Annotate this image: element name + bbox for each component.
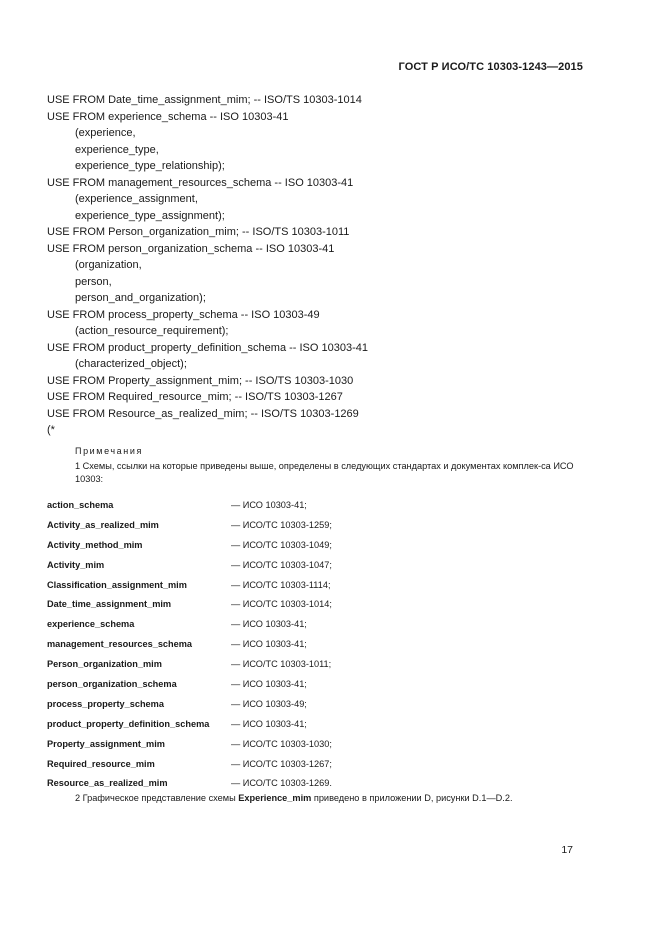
code-line: USE FROM person_organization_schema -- ISO 10303-41 [47,242,335,255]
note-2-text-start: 2 Графическое представление схемы [75,793,239,803]
definition-row [47,734,332,754]
definition-standard-ref: — ИСО/ТС 10303-1014; [231,599,332,610]
note-1-text: 1 Схемы, ссылки на которые приведены выше, определены в следующих стандартах и документах комплек-са ИСО 10303: [75,461,574,484]
definition-schema-name: Activity_as_realized_mim [47,519,159,530]
definition-standard-ref: — ИСО 10303-41; [231,619,307,630]
definition-row [47,654,332,674]
definition-schema-name: Resource_as_realized_mim [47,778,168,789]
definition-row [47,555,332,575]
definition-standard-ref: — ИСО 10303-49; [231,698,307,709]
definition-schema-name: Person_organization_mim [47,659,162,670]
definition-schema-name: experience_schema [47,619,135,630]
definition-standard-ref: — ИСО/ТС 10303-1011; [231,659,332,670]
code-line: experience_type_assignment); [75,209,225,222]
definition-schema-name: Classification_assignment_mim [47,579,187,590]
definition-row [47,495,332,515]
code-line: (characterized_object); [75,358,187,370]
definition-schema-name: Activity_method_mim [47,539,143,550]
code-line: USE FROM Required_resource_mim; -- ISO/TS 10303-1267 [47,391,343,403]
definition-row [47,535,332,555]
definition-row [47,575,332,595]
code-line: (experience_assignment, [75,193,198,205]
definition-schema-name: process_property_schema [47,698,164,709]
definition-standard-ref: — ИСО/ТС 10303-1114; [231,579,331,590]
definition-row [47,714,332,734]
definition-standard-ref: — ИСО/ТС 10303-1267; [231,758,332,769]
definition-schema-name: Activity_mim [47,559,105,570]
definition-row [47,594,332,614]
code-line: USE FROM management_resources_schema -- ISO 10303-41 [47,176,354,189]
definition-row [47,674,332,694]
note-1 [47,460,592,486]
express-code-block [47,92,368,439]
notes-title: Примечания [75,446,143,456]
definition-standard-ref: — ИСО/ТС 10303-1259; [231,519,332,530]
definition-row [47,614,332,634]
definition-standard-ref: — ИСО/ТС 10303-1269. [231,778,332,789]
definition-row [47,634,332,654]
definition-row [47,694,332,714]
definition-schema-name: product_property_definition_schema [47,718,210,729]
note-2-schema-name: Experience_mim [238,793,312,803]
definition-row [47,754,332,774]
code-line: (organization, [75,259,142,271]
definition-row [47,773,332,793]
code-line: USE FROM product_property_definition_schema -- ISO 10303-41 [47,341,368,354]
definition-schema-name: action_schema [47,499,114,510]
code-line: (experience, [75,127,136,139]
code-line: USE FROM Date_time_assignment_mim; -- ISO/TS 10303-1014 [47,94,362,106]
note-2-text-end: приведено в приложении D, рисунки D.1—D.2. [311,793,513,803]
definition-schema-name: Property_assignment_mim [47,738,165,749]
code-line: USE FROM Resource_as_realized_mim; -- ISO/TS 10303-1269 [47,407,359,420]
code-line: USE FROM experience_schema -- ISO 10303-41 [47,110,289,123]
definition-standard-ref: — ИСО/ТС 10303-1030; [231,738,332,749]
document-header: ГОСТ Р ИСО/ТС 10303-1243—2015 [398,61,583,73]
definition-schema-name: Required_resource_mim [47,758,155,769]
definition-schema-name: person_organization_schema [47,678,177,689]
code-line: USE FROM process_property_schema -- ISO 10303-49 [47,308,320,321]
definition-standard-ref: — ИСО/ТС 10303-1049; [231,539,332,550]
code-line: (* [47,424,55,436]
definition-standard-ref: — ИСО 10303-41; [231,499,307,510]
code-line: USE FROM Person_organization_mim; -- ISO/TS 10303-1011 [47,226,350,238]
definition-standard-ref: — ИСО 10303-41; [231,678,307,689]
definition-standard-ref: — ИСО 10303-41; [231,718,307,729]
code-line: person, [75,275,112,288]
code-line: USE FROM Property_assignment_mim; -- ISO/TS 10303-1030 [47,374,354,387]
code-line: experience_type, [75,143,159,156]
schema-definitions-list [47,495,332,793]
note-2 [75,793,513,803]
code-line: experience_type_relationship); [75,160,225,172]
definition-row [47,515,332,535]
definition-standard-ref: — ИСО/ТС 10303-1047; [231,559,332,570]
code-line: person_and_organization); [75,292,206,304]
definition-standard-ref: — ИСО 10303-41; [231,639,307,650]
definition-schema-name: Date_time_assignment_mim [47,599,172,610]
code-line: (action_resource_requirement); [75,325,229,337]
page-number: 17 [561,844,573,856]
definition-schema-name: management_resources_schema [47,639,193,650]
